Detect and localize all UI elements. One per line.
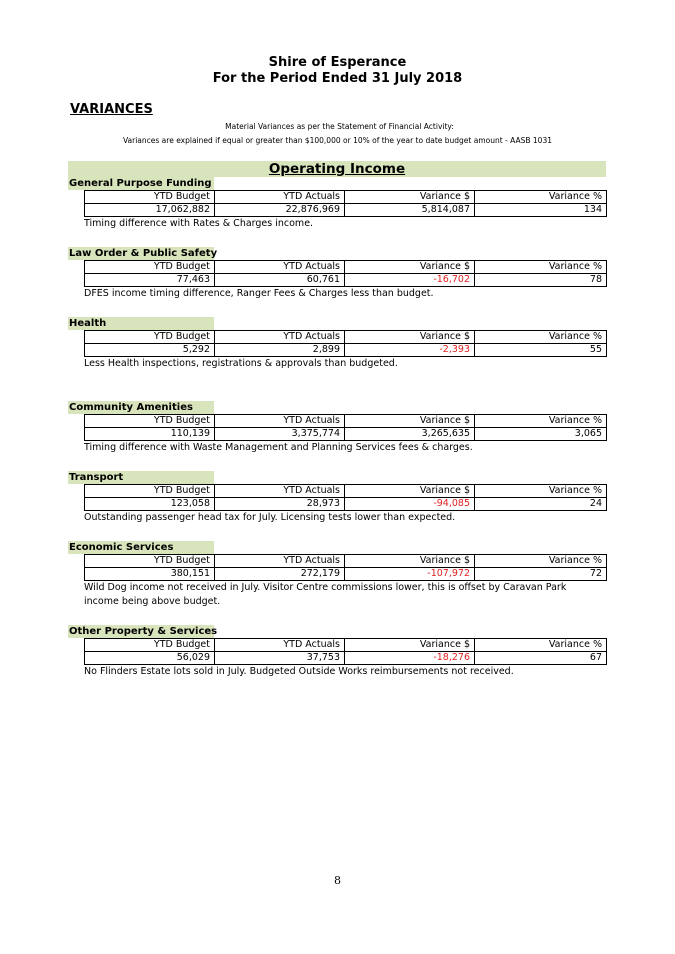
section-title: Law Order & Public Safety (69, 248, 218, 259)
ytd-actuals-value: 3,375,774 (215, 428, 345, 441)
variance-explanation: Wild Dog income not received in July. Visitor Centre commissions lower, this is offset by Caravan Park income being above budget. (84, 582, 567, 607)
document-title: Shire of Esperance (268, 55, 407, 70)
section-title: Other Property & Services (69, 626, 218, 637)
col-header-ytd-actuals: YTD Actuals (215, 639, 345, 652)
operating-income-banner (68, 161, 606, 177)
col-header-variance-amount: Variance $ (345, 191, 475, 204)
variance-amount-value: -107,972 (345, 568, 475, 581)
col-header-variance-percent: Variance % (475, 331, 607, 344)
variance-note-line2: Variances are explained if equal or greater than $100,000 or 10% of the year to date budget amount - AASB 1031 (122, 136, 552, 145)
ytd-budget-value: 56,029 (85, 652, 215, 665)
variance-percent-value: 134 (475, 204, 607, 217)
variance-table (84, 260, 607, 287)
col-header-ytd-actuals: YTD Actuals (215, 555, 345, 568)
variance-table (84, 484, 607, 511)
variance-amount-value: -94,085 (345, 498, 475, 511)
variance-percent-value: 55 (475, 344, 607, 357)
variance-table (84, 638, 607, 665)
variance-percent-value: 24 (475, 498, 607, 511)
col-header-ytd-budget: YTD Budget (85, 191, 215, 204)
table-row (85, 498, 607, 511)
variance-amount-value: -2,393 (345, 344, 475, 357)
table-row (85, 652, 607, 665)
page-number: 8 (334, 874, 341, 887)
variance-explanation: DFES income timing difference, Ranger Fees & Charges less than budget. (84, 288, 434, 299)
col-header-ytd-budget: YTD Budget (85, 639, 215, 652)
variance-amount-value: -18,276 (345, 652, 475, 665)
section-title: Health (68, 317, 214, 330)
section-title: Community Amenities (68, 401, 214, 414)
section-title: General Purpose Funding (68, 177, 214, 190)
variance-section (68, 625, 608, 679)
variance-table (84, 554, 607, 581)
col-header-ytd-budget: YTD Budget (85, 485, 215, 498)
col-header-variance-percent: Variance % (475, 415, 607, 428)
table-header-row (85, 555, 607, 568)
table-header-row (85, 261, 607, 274)
table-header-row (85, 485, 607, 498)
ytd-budget-value: 77,463 (85, 274, 215, 287)
ytd-actuals-value: 28,973 (215, 498, 345, 511)
table-header-row (85, 331, 607, 344)
ytd-budget-value: 123,058 (85, 498, 215, 511)
col-header-variance-amount: Variance $ (345, 261, 475, 274)
table-row (85, 204, 607, 217)
col-header-variance-percent: Variance % (475, 485, 607, 498)
col-header-ytd-actuals: YTD Actuals (215, 191, 345, 204)
table-row (85, 428, 607, 441)
col-header-ytd-budget: YTD Budget (85, 261, 215, 274)
variance-percent-value: 3,065 (475, 428, 607, 441)
variance-note-line1: Material Variances as per the Statement of Financial Activity: (225, 122, 454, 131)
variance-explanation: Timing difference with Rates & Charges income. (84, 218, 314, 229)
col-header-ytd-budget: YTD Budget (85, 415, 215, 428)
col-header-variance-amount: Variance $ (345, 331, 475, 344)
variance-amount-value: 5,814,087 (345, 204, 475, 217)
banner-label: Operating Income (268, 161, 406, 177)
col-header-variance-amount: Variance $ (345, 415, 475, 428)
col-header-ytd-actuals: YTD Actuals (215, 415, 345, 428)
variance-section (68, 401, 608, 455)
ytd-budget-value: 5,292 (85, 344, 215, 357)
variance-table (84, 190, 607, 217)
ytd-actuals-value: 37,753 (215, 652, 345, 665)
ytd-budget-value: 380,151 (85, 568, 215, 581)
ytd-actuals-value: 272,179 (215, 568, 345, 581)
variance-explanation: No Flinders Estate lots sold in July. Budgeted Outside Works reimbursements not received. (84, 666, 514, 677)
variance-percent-value: 78 (475, 274, 607, 287)
variance-percent-value: 72 (475, 568, 607, 581)
variance-section (68, 471, 608, 525)
variance-section (68, 317, 608, 371)
variance-section (68, 177, 608, 231)
col-header-ytd-actuals: YTD Actuals (215, 261, 345, 274)
col-header-variance-percent: Variance % (475, 555, 607, 568)
variance-table (84, 330, 607, 357)
col-header-variance-amount: Variance $ (345, 555, 475, 568)
col-header-ytd-actuals: YTD Actuals (215, 485, 345, 498)
ytd-budget-value: 110,139 (85, 428, 215, 441)
variance-amount-value: 3,265,635 (345, 428, 475, 441)
ytd-budget-value: 17,062,882 (85, 204, 215, 217)
section-title: Transport (68, 471, 214, 484)
variance-explanation: Timing difference with Waste Management and Planning Services fees & charges. (84, 442, 473, 453)
table-header-row (85, 191, 607, 204)
variance-section (68, 247, 608, 301)
ytd-actuals-value: 22,876,969 (215, 204, 345, 217)
section-title: Economic Services (68, 541, 214, 554)
variances-heading: VARIANCES (70, 102, 153, 117)
col-header-ytd-actuals: YTD Actuals (215, 331, 345, 344)
variance-section (68, 541, 608, 609)
table-header-row (85, 415, 607, 428)
variance-table (84, 414, 607, 441)
variance-amount-value: -16,702 (345, 274, 475, 287)
col-header-ytd-budget: YTD Budget (85, 555, 215, 568)
variance-explanation: Outstanding passenger head tax for July. Licensing tests lower than expected. (84, 512, 456, 523)
ytd-actuals-value: 60,761 (215, 274, 345, 287)
col-header-variance-amount: Variance $ (345, 639, 475, 652)
col-header-variance-percent: Variance % (475, 261, 607, 274)
table-row (85, 344, 607, 357)
col-header-variance-percent: Variance % (475, 639, 607, 652)
col-header-variance-percent: Variance % (475, 191, 607, 204)
ytd-actuals-value: 2,899 (215, 344, 345, 357)
table-row (85, 568, 607, 581)
col-header-ytd-budget: YTD Budget (85, 331, 215, 344)
col-header-variance-amount: Variance $ (345, 485, 475, 498)
variance-explanation: Less Health inspections, registrations & approvals than budgeted. (84, 358, 398, 369)
table-header-row (85, 639, 607, 652)
document-subtitle: For the Period Ended 31 July 2018 (212, 71, 463, 86)
table-row (85, 274, 607, 287)
variance-percent-value: 67 (475, 652, 607, 665)
